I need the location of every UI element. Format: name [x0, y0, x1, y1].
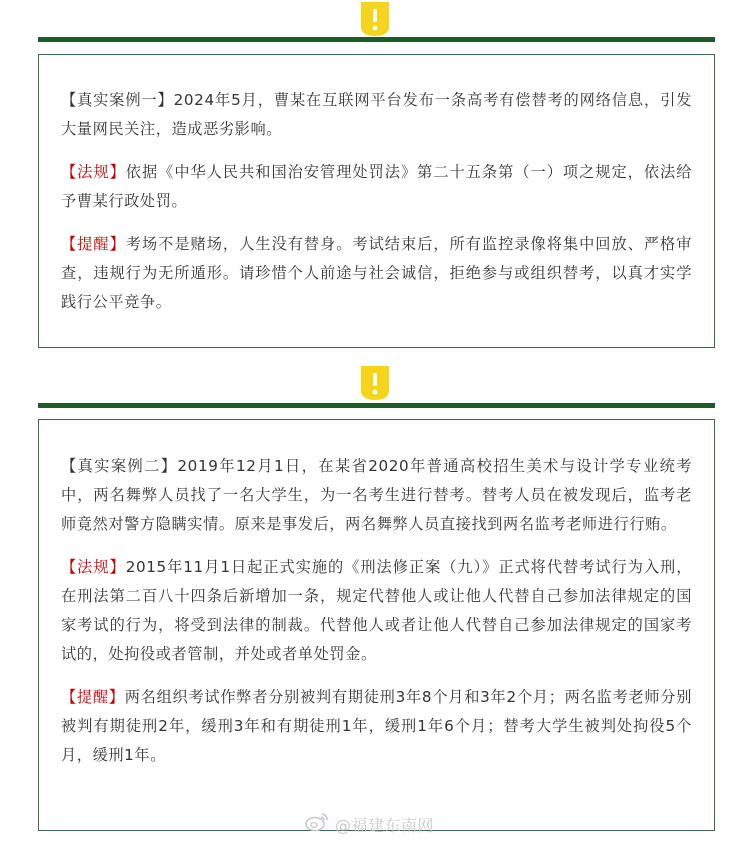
- law-tag: 【法规】: [61, 163, 126, 181]
- section-divider: [38, 37, 715, 42]
- exclamation-icon: [358, 366, 392, 402]
- law-text: 2015年11月1日起正式实施的《刑法修正案（九）》正式将代替考试行为入刑，在刑法第二百八十四条后新增加一条，规定代替他人或让他人代替自己参加法律规定的国家考试的行为，将受到法律的制裁。代替他人或者让他人代替自己参加法律规定的国家考试的，处拘役或者管制，并处或者单处罚金。: [61, 558, 692, 663]
- reminder-text: 两名组织考试作弊者分别被判有期徒刑3年8个月和3年2个月；两名监考老师分别被判有期徒刑2年，缓刑3年和有期徒刑1年，缓刑1年6个月；替考大学生被判处拘役5个月，缓刑1年。: [61, 688, 692, 764]
- law-paragraph: [61, 158, 692, 216]
- reminder-tag: 【提醒】: [61, 235, 126, 253]
- case-paragraph: [61, 452, 692, 539]
- reminder-paragraph: [61, 683, 692, 770]
- law-text: 依据《中华人民共和国治安管理处罚法》第二十五条第（一）项之规定，依法给予曹某行政处罚。: [61, 163, 693, 210]
- case-text: 2024年5月，曹某在互联网平台发布一条高考有偿替考的网络信息，引发大量网民关注，造成恶劣影响。: [61, 91, 692, 138]
- exclamation-icon: [358, 2, 392, 38]
- case-tag: 【真实案例二】: [61, 457, 178, 475]
- weibo-icon: [305, 812, 329, 836]
- case-paragraph: [61, 86, 692, 144]
- watermark-text: @福建东南网: [335, 815, 435, 835]
- law-tag: 【法规】: [61, 558, 126, 576]
- reminder-tag: 【提醒】: [61, 688, 125, 706]
- law-paragraph: [61, 553, 692, 669]
- case-card-2: [38, 419, 715, 831]
- section-divider: [38, 403, 715, 408]
- reminder-paragraph: [61, 230, 692, 317]
- case-card-1: [38, 54, 715, 348]
- reminder-text: 考场不是赌场，人生没有替身。考试结束后，所有监控录像将集中回放、严格审查，违规行为无所遁形。请珍惜个人前途与社会诚信，拒绝参与或组织替考，以真才实学践行公平竞争。: [61, 235, 693, 311]
- case-tag: 【真实案例一】: [61, 91, 174, 109]
- case-text: 2019年12月1日，在某省2020年普通高校招生美术与设计学专业统考中，两名舞弊人员找了一名大学生，为一名考生进行替考。替考人员在被发现后，监考老师竟然对警方隐瞒实情。原来是事发后，两名舞弊人员直接找到两名监考老师进行行贿。: [61, 457, 692, 533]
- watermark: [305, 812, 434, 836]
